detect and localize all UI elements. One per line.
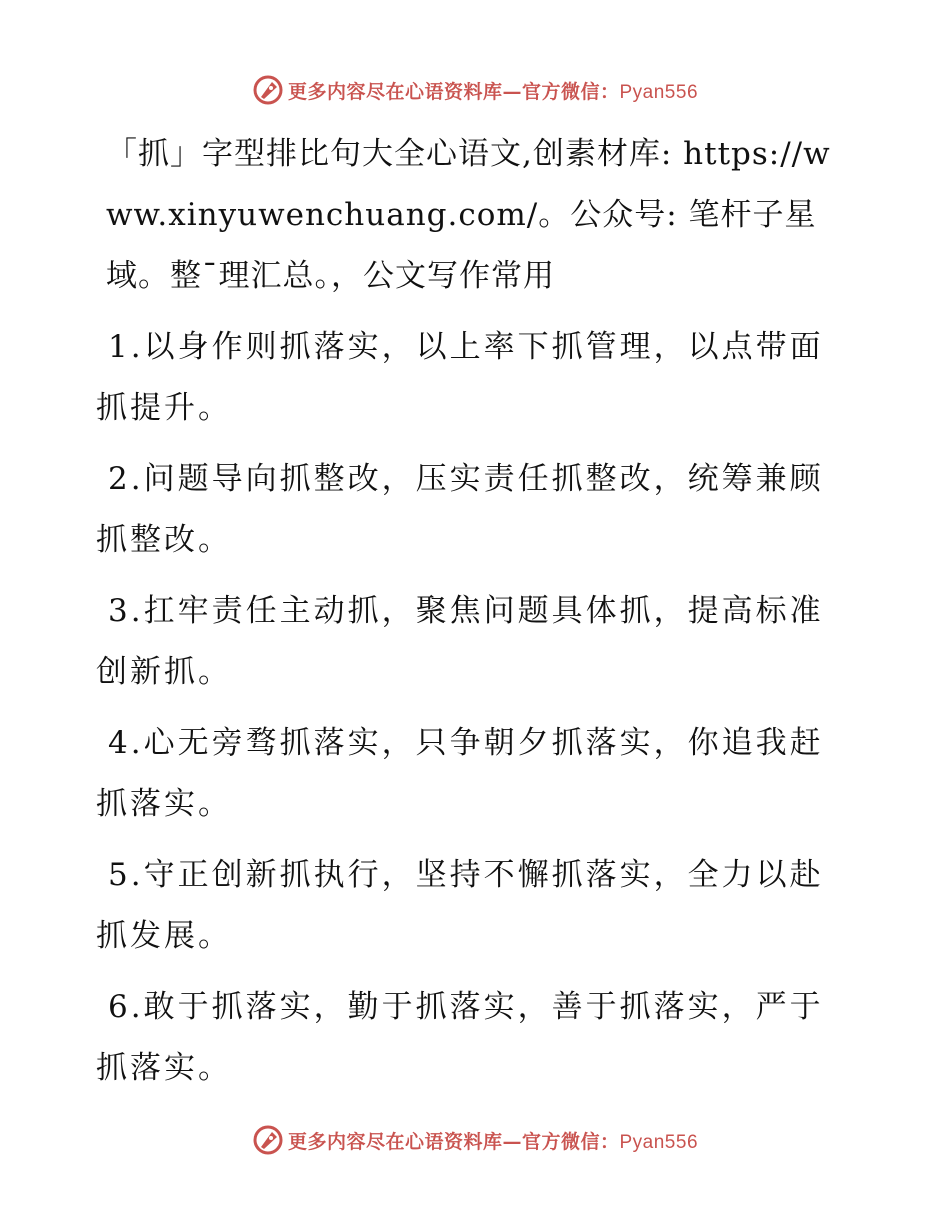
list-item: 2.问题导向抓整改，压实责任抓整改，统筹兼顾抓整改。 xyxy=(96,461,824,558)
banner-official: 官方微信： xyxy=(521,1130,620,1153)
list-item: 5.守正创新抓执行，坚持不懈抓落实，全力以赴抓发展。 xyxy=(96,857,824,954)
banner-official: 官方微信： xyxy=(521,80,620,103)
banner-account: Pyan556 xyxy=(619,81,699,103)
banner-text xyxy=(288,77,698,104)
list-item: 4.心无旁骛抓落实，只争朝夕抓落实，你追我赶抓落实。 xyxy=(96,725,824,822)
banner-main: 更多内容尽在心语资料库 xyxy=(287,80,503,103)
list-item: 6.敢于抓落实，勤于抓落实，善于抓落实，严于抓落实。 xyxy=(96,989,824,1086)
document-body xyxy=(96,124,836,1109)
list-item: 3.扛牢责任主动抓，聚焦问题具体抓，提高标准创新抓。 xyxy=(96,593,824,690)
footer-banner xyxy=(0,1120,950,1160)
pen-nib-logo-icon xyxy=(252,1124,284,1156)
intro-paragraph: 「抓」字型排比句大全心语文,创素材库: https://www.xinyuwenchuang.com/。公众号: 笔杆子星域。整¯理汇总。，公文写作常用 xyxy=(106,136,831,294)
pen-nib-logo-icon xyxy=(252,74,284,106)
header-banner xyxy=(0,70,950,110)
banner-dash: — xyxy=(502,80,522,103)
banner-main: 更多内容尽在心语资料库 xyxy=(287,1130,503,1153)
banner-text xyxy=(288,1127,698,1154)
banner-dash: — xyxy=(502,1130,522,1153)
list-item: 1.以身作则抓落实，以上率下抓管理，以点带面抓提升。 xyxy=(96,329,824,426)
banner-account: Pyan556 xyxy=(619,1131,699,1153)
